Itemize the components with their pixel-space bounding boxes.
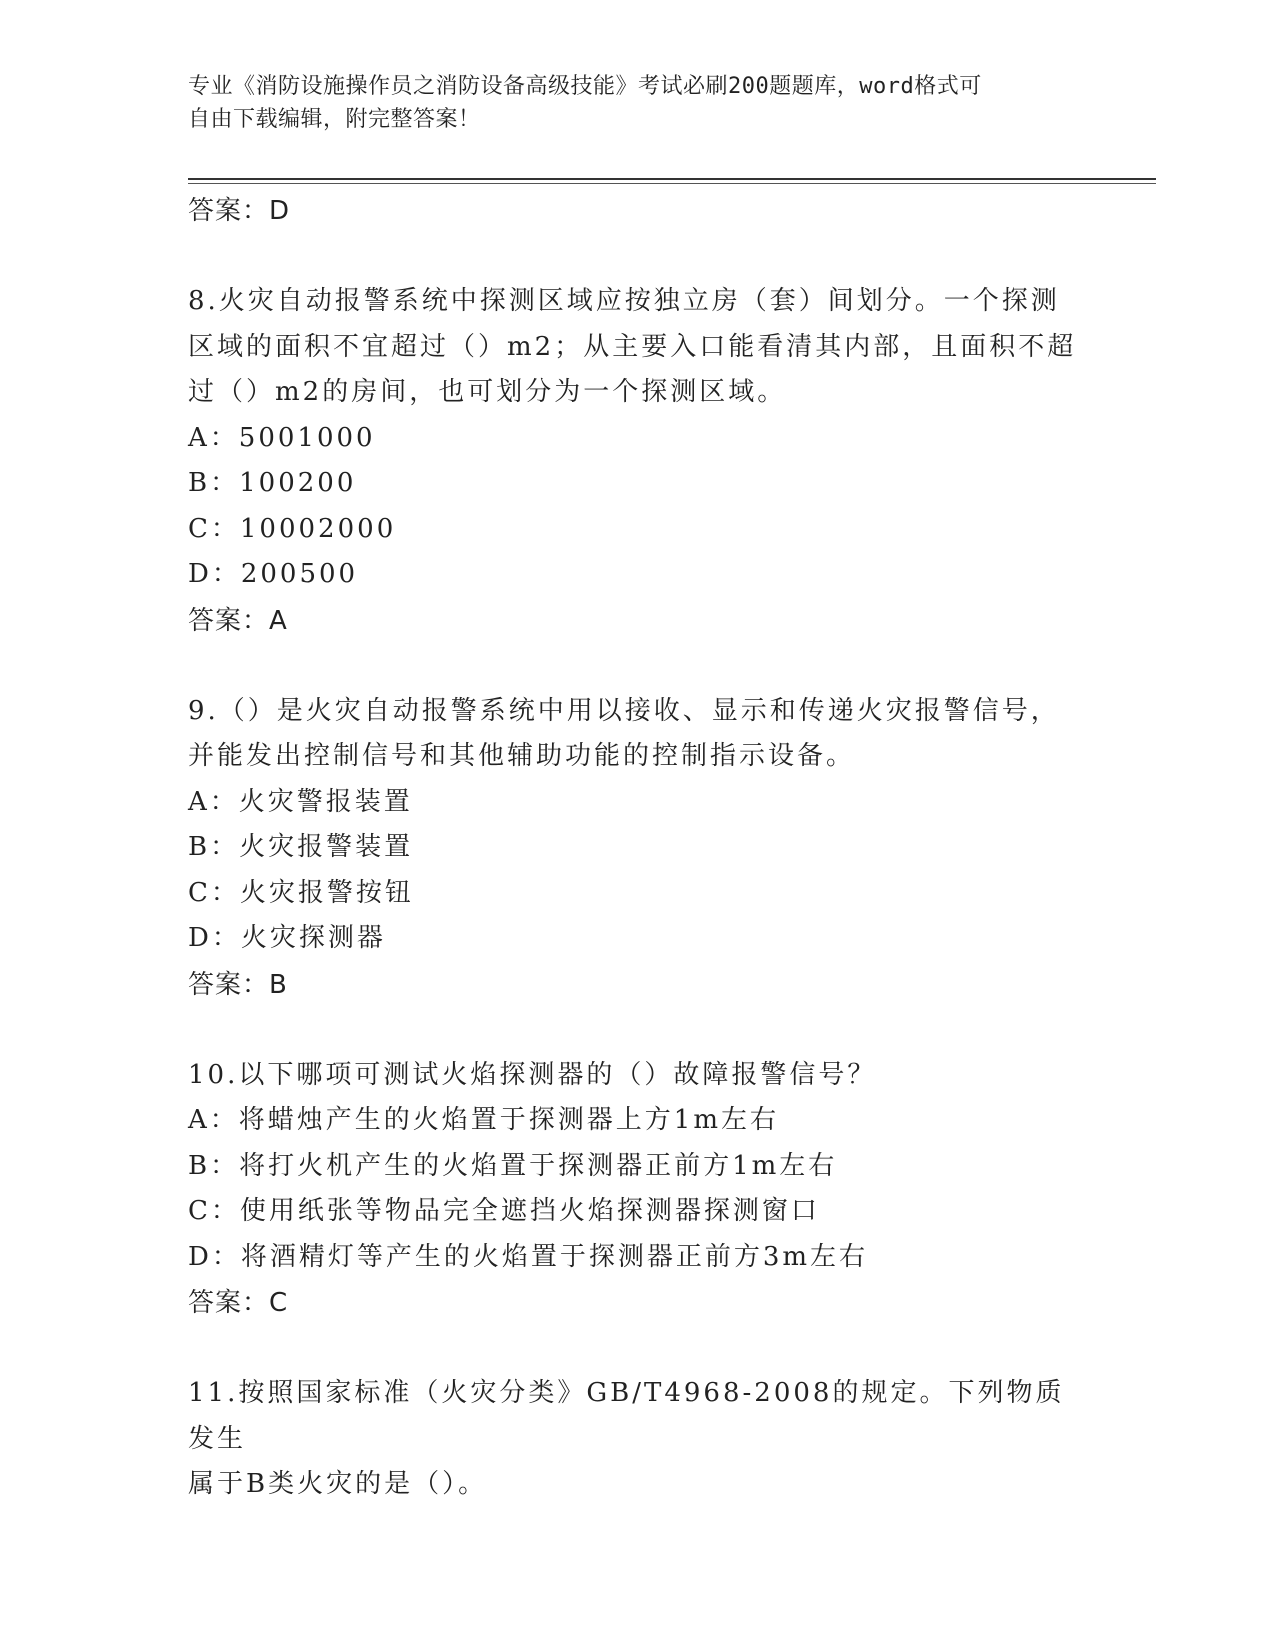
option-d: D：火灾探测器 (188, 923, 386, 953)
option-a: A：5001000 (188, 422, 376, 453)
question-item (188, 1053, 1088, 1327)
question-text (188, 1053, 1088, 1099)
question-list (188, 188, 1088, 1508)
answer-line: 答案：B (188, 969, 288, 1000)
spacer (188, 1326, 1088, 1371)
question-line: 属于B类火灾的是（）。 (188, 1469, 488, 1499)
header-divider-thick (188, 178, 1156, 180)
option-d: D：200500 (188, 559, 359, 589)
question-line: 9.（）是火灾自动报警系统中用以接收、显示和传递火灾报警信号， (188, 695, 1060, 726)
option-c: C：使用纸张等物品完全遮挡火焰探测器探测窗口 (188, 1196, 820, 1226)
header-line-2: 自由下载编辑，附完整答案！ (188, 107, 481, 132)
answer-line: 答案：C (188, 1288, 289, 1318)
spacer (188, 234, 1088, 279)
option-b: B：将打火机产生的火焰置于探测器正前方1m左右 (188, 1150, 838, 1181)
answer-line: 答案：A (188, 605, 288, 636)
question-text (188, 1371, 1088, 1508)
option-b: B：100200 (188, 468, 357, 498)
option-c: C：火灾报警按钮 (188, 877, 414, 908)
question-item (188, 1371, 1088, 1508)
question-item (188, 689, 1088, 1008)
spacer (188, 1008, 1088, 1053)
question-line: 10.以下哪项可测试火焰探测器的（）故障报警信号？ (188, 1059, 877, 1090)
header-divider-thin (188, 183, 1156, 184)
question-item (188, 279, 1088, 644)
question-line: 8.火灾自动报警系统中探测区域应按独立房（套）间划分。一个探测 (188, 286, 1060, 316)
option-c: C：10002000 (188, 513, 397, 544)
question-text (188, 279, 1088, 416)
answer-line: 答案：D (188, 196, 291, 226)
question-text (188, 689, 1088, 780)
option-b: B：火灾报警装置 (188, 832, 414, 862)
header-line-1: 专业《消防设施操作员之消防设备高级技能》考试必刷200题题库，word格式可 (188, 74, 982, 99)
question-line: 过（）m2的房间，也可划分为一个探测区域。 (188, 377, 787, 407)
option-a: A：火灾警报装置 (188, 786, 413, 817)
question-line: 并能发出控制信号和其他辅助功能的控制指示设备。 (188, 741, 856, 771)
document-header (188, 70, 1068, 136)
option-d: D：将酒精灯等产生的火焰置于探测器正前方3m左右 (188, 1241, 869, 1272)
question-line: 区域的面积不宜超过（）m2；从主要入口能看清其内部，且面积不超 (188, 331, 1077, 362)
question-line: 11.按照国家标准（火灾分类》GB/T4968-2008的规定。下列物质发生 (188, 1378, 1065, 1454)
option-a: A：将蜡烛产生的火焰置于探测器上方1m左右 (188, 1105, 779, 1135)
spacer (188, 644, 1088, 689)
